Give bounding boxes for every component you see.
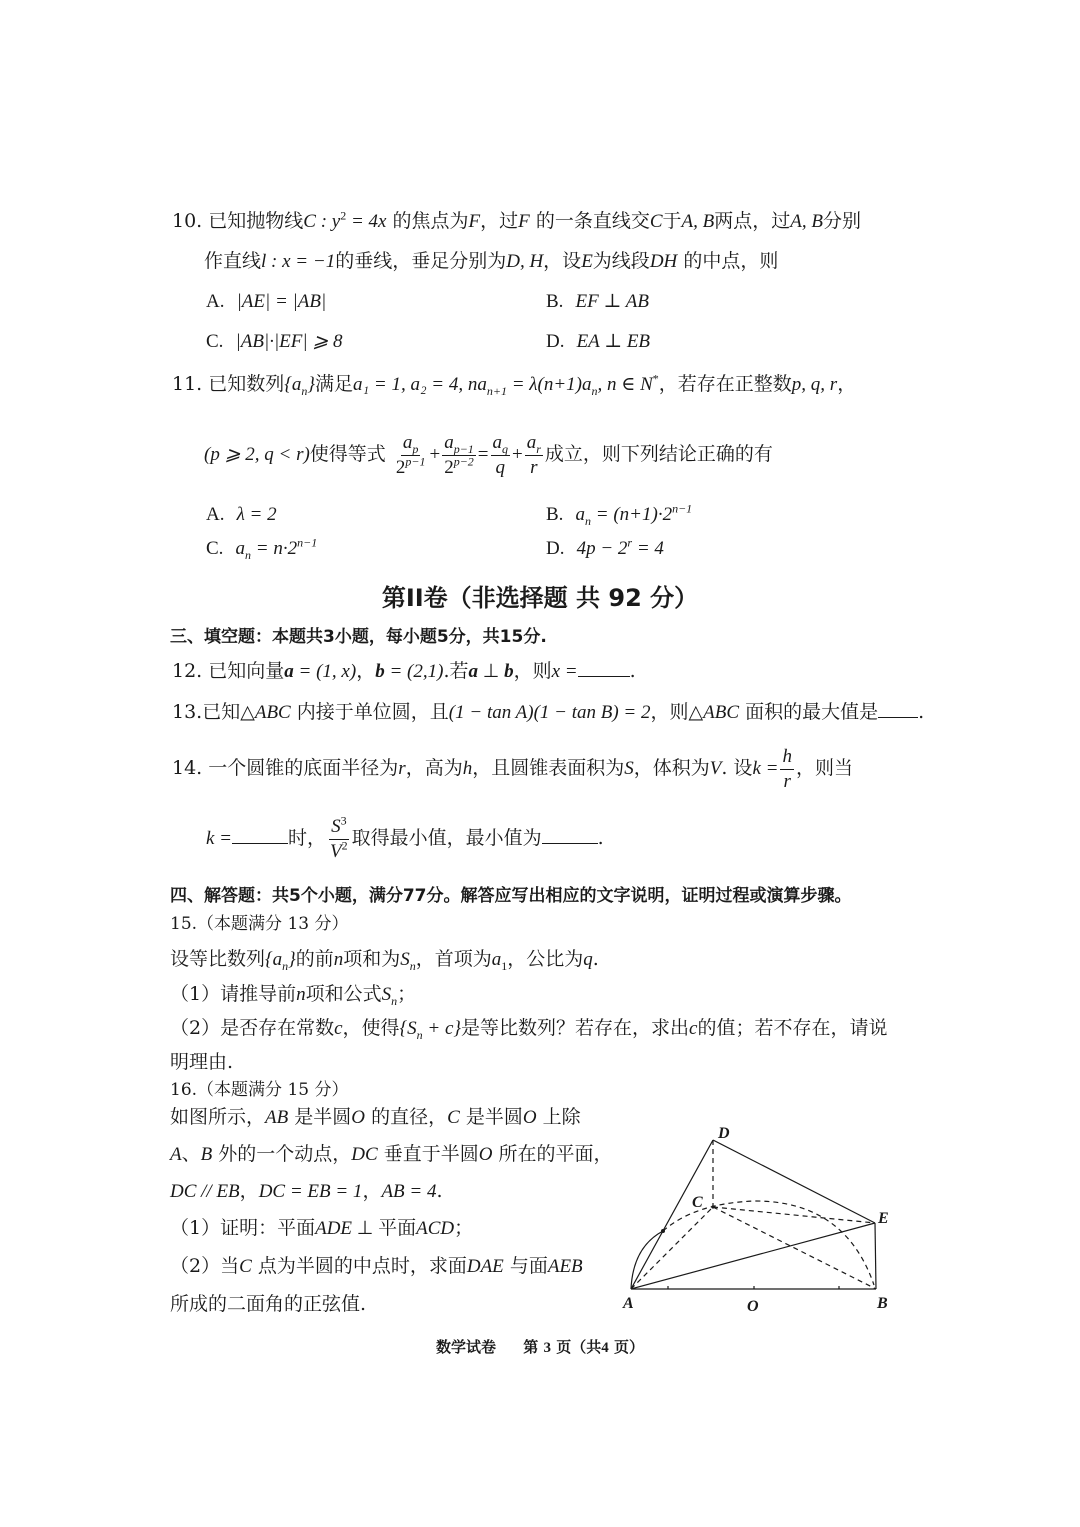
q10-line2: [204, 249, 778, 274]
text: 满足: [315, 373, 354, 395]
footer-subject: 数学试卷: [436, 1338, 497, 1356]
math: C: [447, 1107, 460, 1128]
math-sub: n: [282, 958, 289, 973]
math: a: [284, 661, 294, 682]
answer-blank-k[interactable]: [232, 827, 288, 844]
text: 的一条直线交: [535, 210, 650, 232]
math: AB = 4: [381, 1181, 437, 1202]
text: ，设: [543, 250, 582, 272]
q10-option-a: [206, 289, 326, 314]
math: ACD: [416, 1218, 455, 1239]
math: q: [583, 949, 593, 970]
math-sub: r: [536, 441, 541, 456]
q10-option-c: [206, 329, 343, 354]
text: 设等比数列: [170, 948, 266, 970]
text: ，: [239, 1180, 259, 1202]
label-A: A: [623, 1295, 634, 1312]
option-label: D.: [546, 331, 565, 352]
text: 于: [662, 210, 682, 232]
text: .: [436, 1180, 443, 1202]
math-sub: q: [502, 441, 509, 456]
math: DC: [351, 1144, 378, 1165]
math: AB: [265, 1107, 289, 1128]
text: ，使得: [342, 1017, 400, 1039]
math-sup: p−1: [405, 454, 426, 469]
section-3-heading: 三、填空题：本题共3小题，每小题5分，共15分.: [170, 627, 547, 647]
option-label: C.: [206, 331, 224, 352]
math: C: [649, 211, 663, 232]
fraction-3: [491, 431, 511, 480]
text: . 设: [721, 757, 753, 779]
text: 垂直于半圆: [383, 1143, 479, 1165]
math: S: [381, 984, 392, 1005]
math: (1 − tan A)(1 − tan B) = 2: [448, 702, 651, 723]
math: B: [200, 1144, 213, 1165]
text: （1）证明：平面: [170, 1217, 316, 1239]
q10-option-b: [546, 289, 649, 314]
math: b: [504, 661, 514, 682]
text: 已知向量: [208, 660, 285, 682]
q13-line: [172, 700, 924, 725]
text: .: [629, 660, 636, 682]
option-text: a: [575, 504, 586, 525]
text: ，则: [513, 660, 552, 682]
q12-line: [172, 659, 636, 684]
text: ，且圆锥表面积为: [472, 757, 625, 779]
math: a: [468, 661, 478, 682]
math: + c}: [422, 1018, 462, 1039]
edge-CB: [713, 1207, 876, 1289]
option-text: EA ⊥ EB: [576, 331, 651, 352]
option-label: A.: [206, 291, 225, 312]
math-sub: p−1: [453, 441, 474, 456]
math: = λ(n+1)a: [506, 374, 592, 395]
q15-part1: [170, 982, 416, 1007]
option-label: B.: [546, 291, 564, 312]
footer-text: 页）: [613, 1338, 644, 1356]
fraction-ratio: [328, 815, 350, 864]
math: AEB: [547, 1256, 583, 1277]
q14-line2: [206, 812, 604, 866]
math: b: [375, 661, 385, 682]
text: （1）请推导前: [170, 983, 297, 1005]
option-text: EF ⊥ AB: [575, 291, 649, 312]
text: 的前: [295, 948, 334, 970]
math: h: [780, 745, 794, 770]
math: A: [170, 1144, 182, 1165]
text: ，体积为: [633, 757, 710, 779]
text: 所在的平面，: [498, 1143, 613, 1165]
label-C: C: [692, 1194, 703, 1211]
math: k =: [206, 828, 233, 849]
math-sub: p: [412, 441, 419, 456]
label-B: B: [877, 1295, 888, 1312]
geometry-figure: [615, 1115, 905, 1325]
math-sup: 2: [340, 208, 347, 223]
math: (p ⩾ 2, q < r): [204, 444, 310, 465]
text: 面积的最大值是: [745, 701, 879, 723]
text: 已知数列: [208, 373, 285, 395]
math: a: [444, 431, 454, 453]
page-number: 3: [543, 1340, 551, 1356]
math: C: [239, 1256, 252, 1277]
text: 已知抛物线: [208, 210, 304, 232]
math-op: ⊥: [352, 1218, 379, 1239]
text: ，若存在正整数: [658, 373, 792, 395]
label-D: D: [718, 1125, 730, 1142]
text: 分别: [823, 210, 862, 232]
question-number: 10.: [172, 210, 203, 232]
text: 时，: [288, 827, 327, 849]
math-sub: 1: [501, 958, 508, 973]
text: （2）是否存在常数: [170, 1017, 335, 1039]
math: 2: [395, 456, 406, 478]
option-text: λ = 2: [236, 504, 277, 525]
text: ；: [454, 1217, 474, 1239]
q10-line1: [172, 209, 861, 234]
option-text: 4p − 2: [576, 538, 628, 559]
total-pages: 4: [601, 1340, 609, 1356]
math-sup: r: [627, 535, 633, 550]
math-sup: 3: [340, 813, 347, 828]
text: 的焦点为: [392, 210, 469, 232]
text: ；: [397, 983, 417, 1005]
text: ，过: [480, 210, 519, 232]
text: 取得最小值，最小值为: [351, 827, 542, 849]
math: h: [462, 758, 473, 779]
answer-blank-min[interactable]: [542, 827, 598, 844]
math: a: [492, 431, 503, 453]
text: 外的一个动点，: [218, 1143, 352, 1165]
text: 项和为: [343, 948, 401, 970]
math: O: [351, 1107, 366, 1128]
math: , n ∈ N: [597, 374, 653, 395]
math-sub: n: [245, 547, 252, 562]
math: A, B: [681, 211, 715, 232]
math-op: ⊥: [478, 661, 505, 682]
fraction-1: [394, 431, 428, 480]
math: a: [526, 431, 537, 453]
text: 点为半圆的中点时，求面: [257, 1255, 467, 1277]
text: 已知: [202, 701, 241, 723]
q15-part2-cont: 明理由.: [170, 1051, 234, 1073]
text: ，: [362, 1180, 382, 1202]
math: DH: [649, 251, 678, 272]
text: ，: [356, 660, 376, 682]
text: .若: [443, 660, 469, 682]
q11-line2: [204, 428, 773, 482]
q16-part2-cont: 所成的二面角的正弦值.: [170, 1293, 367, 1315]
math: S: [400, 949, 410, 970]
text: 平面: [378, 1217, 417, 1239]
math-op: +: [512, 444, 523, 465]
math: l : x = −1: [261, 251, 336, 272]
q14-line1: [172, 742, 853, 796]
text: ，高为: [405, 757, 463, 779]
math: x =: [551, 661, 578, 682]
math: O: [478, 1144, 493, 1165]
math: a: [491, 949, 502, 970]
edge-AE: [631, 1223, 875, 1289]
math: S: [331, 815, 341, 837]
q11-line1: [172, 372, 856, 397]
text: .: [592, 948, 599, 970]
math: S: [624, 758, 634, 779]
q16-line3: [170, 1179, 443, 1204]
text: 是半圆: [465, 1106, 523, 1128]
math: r: [398, 758, 406, 779]
text: 与面: [509, 1255, 548, 1277]
text: 成立，则下列结论正确的有: [544, 443, 773, 465]
text: 内接于单位圆，且: [296, 701, 449, 723]
question-number: 14.: [172, 757, 203, 779]
fraction-2: [442, 431, 476, 480]
math: DAE: [466, 1256, 504, 1277]
option-text: = n·2: [251, 538, 298, 559]
question-number: 13.: [172, 701, 203, 723]
math: c: [689, 1018, 698, 1039]
math: D, H: [506, 251, 544, 272]
math: DC // EB: [170, 1181, 240, 1202]
text: 两点，过: [714, 210, 791, 232]
text: ，: [837, 373, 857, 395]
page-footer: [0, 1336, 1080, 1357]
text: 为线段: [592, 250, 650, 272]
text: 的值；若不存在，请说: [697, 1017, 888, 1039]
text: 是等比数列？若存在，求出: [461, 1017, 690, 1039]
text: 一个圆锥的底面半径为: [208, 757, 399, 779]
option-text: = 4: [632, 538, 664, 559]
math: r: [530, 456, 538, 478]
q15-header: 15.（本题满分 13 分）: [170, 914, 349, 934]
text: 、: [181, 1143, 201, 1165]
text: .: [918, 701, 925, 723]
q11-option-a: [206, 502, 277, 527]
math: a: [402, 431, 413, 453]
question-number: 11.: [172, 373, 203, 395]
edge-AD: [631, 1140, 713, 1289]
math: r: [783, 770, 791, 792]
math: n: [296, 984, 306, 1005]
option-text: |AB|·|EF| ⩾ 8: [235, 331, 343, 352]
math: n: [333, 949, 344, 970]
math: c: [334, 1018, 343, 1039]
text: ，则: [650, 701, 689, 723]
math: }: [307, 374, 315, 395]
math: }: [288, 949, 296, 970]
math: = (2,1): [384, 661, 444, 682]
label-E: E: [878, 1210, 889, 1227]
label-O: O: [747, 1298, 759, 1315]
option-label: A.: [206, 504, 225, 525]
point-C: [711, 1205, 714, 1208]
fraction-4: [525, 431, 543, 480]
math-op: +: [429, 444, 441, 465]
text: 是半圆: [294, 1106, 352, 1128]
math-sub: n: [416, 1027, 423, 1042]
text: 如图所示，: [170, 1106, 266, 1128]
math-sup: *: [652, 371, 659, 386]
q11-option-d: [546, 536, 664, 561]
q11-option-b: [546, 502, 692, 527]
text: 使得等式: [309, 443, 386, 465]
option-text: |AE| = |AB|: [236, 291, 327, 312]
text: 上除: [542, 1106, 581, 1128]
math: q: [495, 456, 506, 478]
math-sub: n: [409, 958, 416, 973]
math: p, q, r: [791, 374, 838, 395]
answer-blank[interactable]: [578, 660, 630, 677]
answer-blank[interactable]: [878, 701, 918, 718]
question-number: 12.: [172, 660, 203, 682]
footer-text: 第: [523, 1338, 539, 1356]
math-sub: n: [391, 993, 398, 1008]
math: F: [518, 211, 530, 232]
math: = 4x: [346, 211, 387, 232]
footer-text: 页（共: [556, 1338, 602, 1356]
option-label: D.: [546, 538, 565, 559]
edge-EB: [875, 1223, 876, 1289]
math: {a: [265, 949, 283, 970]
text: ，则当: [795, 757, 853, 779]
math: ADE: [315, 1218, 353, 1239]
edge-CE: [713, 1207, 875, 1223]
math: V: [709, 758, 722, 779]
math: O: [522, 1107, 537, 1128]
text: （2）当: [170, 1255, 240, 1277]
math-sup: n−1: [297, 535, 318, 550]
q11-option-c: [206, 536, 317, 561]
section-4-heading: 四、解答题：共5个小题，满分77分。解答应写出相应的文字说明，证明过程或演算步骤。: [170, 886, 852, 906]
text: 的中点，则: [683, 250, 779, 272]
option-text: a: [235, 538, 246, 559]
q10-option-d: [546, 329, 650, 354]
math-sup: n−1: [672, 501, 693, 516]
option-label: B.: [546, 504, 564, 525]
q16-header: 16.（本题满分 15 分）: [170, 1080, 349, 1100]
math: k =: [752, 758, 779, 779]
fraction-k: [780, 745, 794, 794]
math: a₁ = 1, a₂ = 4, na: [353, 374, 487, 395]
math-sub: n: [585, 513, 592, 528]
edge-DE: [713, 1140, 875, 1223]
math: F: [468, 211, 481, 232]
math-sup: p−2: [453, 454, 474, 469]
math: {S: [399, 1018, 417, 1039]
math-op: =: [477, 444, 489, 465]
math-sub: n: [591, 383, 598, 398]
math: △ABC: [688, 702, 740, 723]
section-2-title: 第II卷（非选择题 共 92 分）: [381, 584, 699, 612]
q16-part2: [170, 1254, 583, 1279]
text: 的直径，: [371, 1106, 448, 1128]
text: 的垂线，垂足分别为: [335, 250, 507, 272]
math: E: [581, 251, 593, 272]
math: C : y: [303, 211, 341, 232]
math-sup: 2: [341, 838, 348, 853]
q16-line2: [170, 1142, 613, 1167]
math: {a: [284, 374, 302, 395]
math: = (1, x): [293, 661, 357, 682]
q15-intro: [170, 947, 599, 972]
option-label: C.: [206, 538, 224, 559]
text: .: [597, 827, 604, 849]
math: △ABC: [240, 702, 291, 723]
math-sub: n: [301, 383, 308, 398]
q15-part2: [170, 1016, 887, 1041]
q16-line1: [170, 1105, 581, 1130]
option-text: = (n+1)·2: [591, 504, 673, 525]
math: A, B: [790, 211, 823, 232]
math: DC = EB = 1: [258, 1181, 363, 1202]
q16-part1: [170, 1216, 473, 1241]
math: V: [330, 840, 342, 862]
text: ，公比为: [507, 948, 584, 970]
text: 作直线: [204, 250, 262, 272]
math-sub: n+1: [486, 383, 507, 398]
text: ，首项为: [415, 948, 492, 970]
text: 项和公式: [305, 983, 382, 1005]
math: 2: [444, 456, 454, 478]
point-dot: [661, 1229, 665, 1233]
